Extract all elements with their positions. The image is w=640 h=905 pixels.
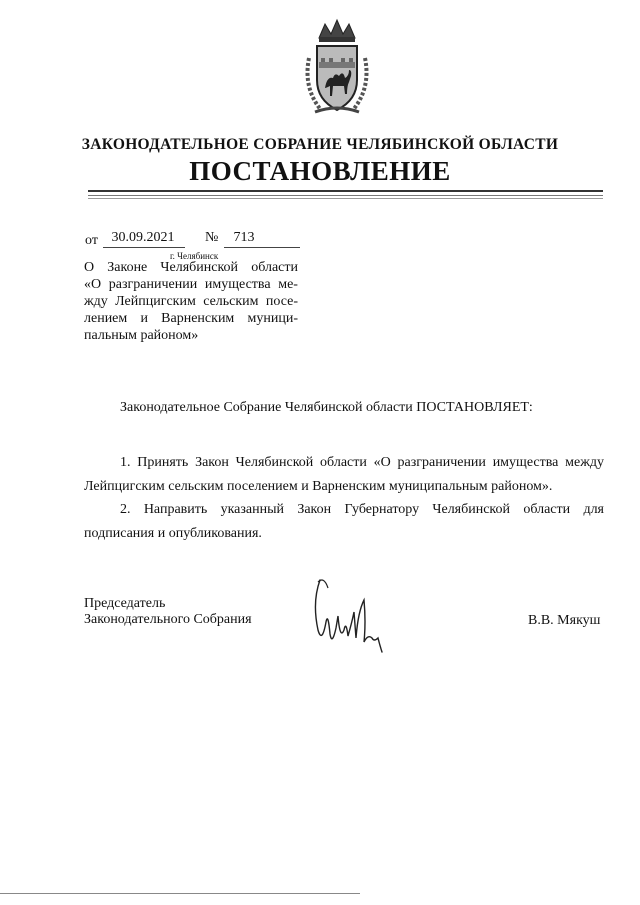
- subject-line: «О разграничении имущества ме-: [84, 277, 298, 292]
- signatory-title: Председатель: [84, 596, 166, 611]
- city-label: г. Челябинск: [170, 251, 219, 261]
- header-divider: [88, 190, 603, 192]
- date-label: от: [85, 233, 98, 248]
- coat-of-arms-icon: [297, 18, 377, 118]
- document-date: 30.09.2021: [111, 230, 175, 245]
- document-type-title: ПОСТАНОВЛЕНИЕ: [189, 156, 451, 186]
- date-underline: [103, 247, 185, 248]
- number-label: №: [205, 230, 219, 245]
- header-divider: [88, 198, 603, 199]
- preamble: Законодательное Собрание Челябинской области ПОСТАНОВЛЯЕТ:: [120, 400, 533, 415]
- signatory-title: Законодательного Собрания: [84, 612, 252, 627]
- subject-line: лением и Варненским муници-: [84, 311, 298, 326]
- resolution-item-1: 1. Принять Закон Челябинской области «О разграничении имущества между Лейпцигским сельским поселением и Варненским муниципальным районом».: [84, 455, 604, 494]
- document-number: 713: [233, 230, 255, 245]
- subject-line: О Законе Челябинской области: [84, 260, 298, 275]
- handwritten-signature-icon: [308, 572, 408, 657]
- resolution-item-2: 2. Направить указанный Закон Губернатору Челябинской области для подписания и опубликования.: [84, 502, 604, 541]
- signatory-name: В.В. Мякуш: [528, 613, 601, 628]
- organization-title: ЗАКОНОДАТЕЛЬНОЕ СОБРАНИЕ ЧЕЛЯБИНСКОЙ ОБЛАСТИ: [81, 136, 559, 153]
- number-underline: [224, 247, 300, 248]
- document-subject: [84, 259, 298, 344]
- subject-line: жду Лейпцигским сельским посе-: [84, 294, 298, 309]
- header-divider: [88, 195, 603, 196]
- subject-line: пальным районом»: [84, 328, 199, 343]
- footer-divider: [0, 893, 360, 894]
